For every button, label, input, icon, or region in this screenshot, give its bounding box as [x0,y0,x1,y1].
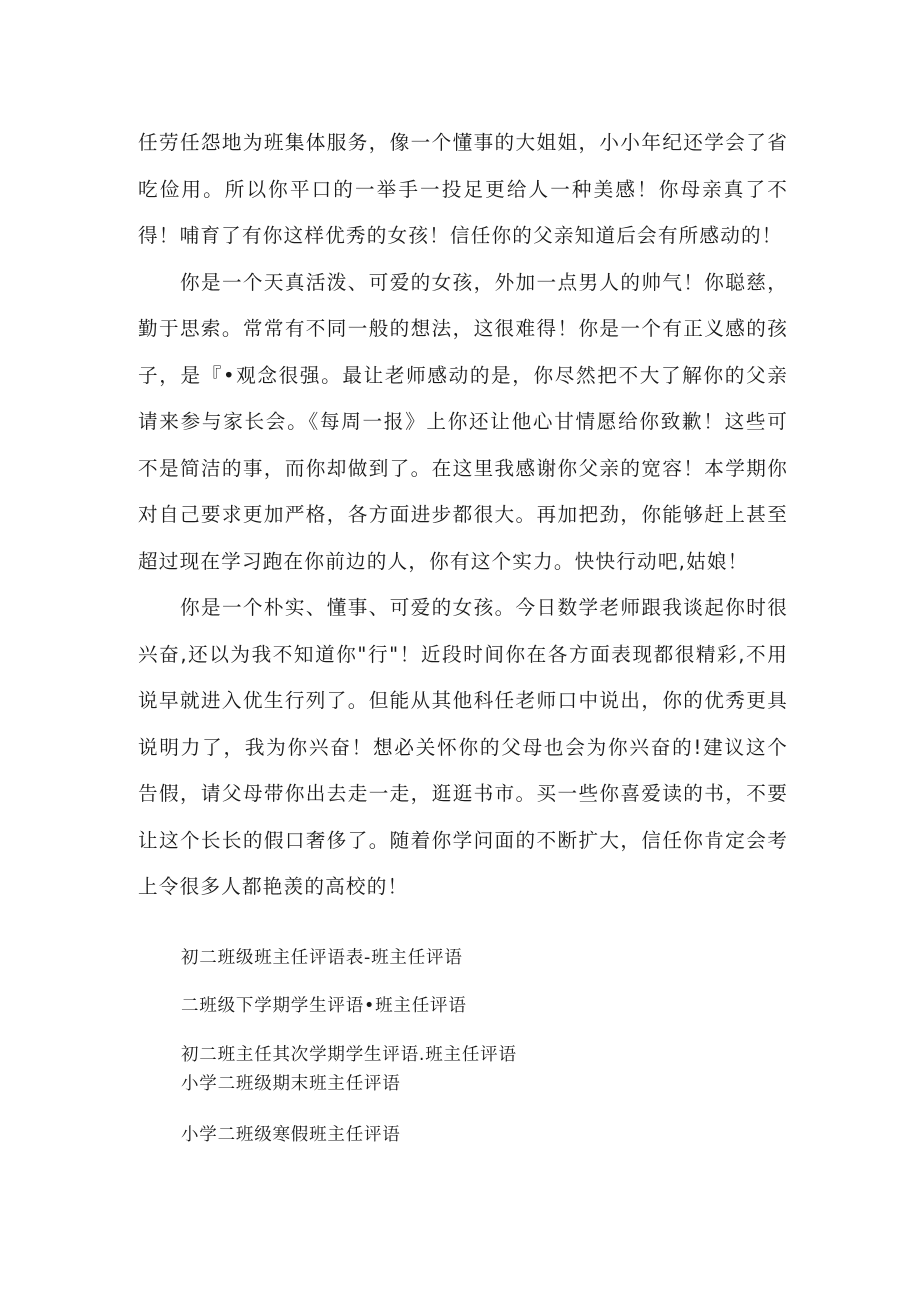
body-text [138,120,788,911]
paragraph-1: 任劳任怨地为班集体服务，像一个懂事的大姐姐，小小年纪还学会了省吃俭用。所以你平口的一举手一投足更给人一种美感！你母亲真了不得！哺育了有你这样优秀的女孩！信任你的父亲知道后会有所感动的！ [138,131,788,247]
paragraph-2: 你是一个天真活泼、可爱的女孩，外加一点男人的帅气！你聪慈，勤于思索。常常有不同一般的想法，这很难得！你是一个有正义感的孩子，是『•观念很强。最让老师感动的是，你尽然把不大了解你的父亲请来参与家长会。《每周一报》上你还让他心甘情愿给你致歉！这些可不是简洁的事，而你却做到了。在这里我感谢你父亲的宽容！本学期你对自己要求更加严格，各方面进步都很大。再加把劲，你能够赶上甚至超过现在学习跑在你前边的人，你有这个实力。快快行动吧,姑娘！ [138,270,788,573]
related-link-4[interactable]: 小学二班级期末班主任评语 [181,1074,401,1094]
paragraph-3: 你是一个朴实、懂事、可爱的女孩。今日数学老师跟我谈起你时很兴奋,还以为我不知道你"行"！近段时间你在各方面表现都很精彩,不用说早就进入优生行列了。但能从其他科任老师口中说出，你的优秀更具说明力了，我为你兴奋！想必关怀你的父母也会为你兴奋的!建议这个告假，请父母带你出去走一走，逛逛书市。买一些你喜爱读的书，不要让这个长长的假口奢侈了。随着你学问面的不断扩大，信任你肯定会考上令很多人都艳羡的高校的！ [138,596,788,898]
related-link-5[interactable]: 小学二班级寒假班主任评语 [181,1125,401,1145]
related-link-1[interactable]: 初二班级班主任评语表-班主任评语 [181,948,463,968]
related-link-2[interactable]: 二班级下学期学生评语•班主任评语 [181,996,467,1016]
related-link-3[interactable]: 初二班主任其次学期学生评语.班主任评语 [181,1045,517,1065]
